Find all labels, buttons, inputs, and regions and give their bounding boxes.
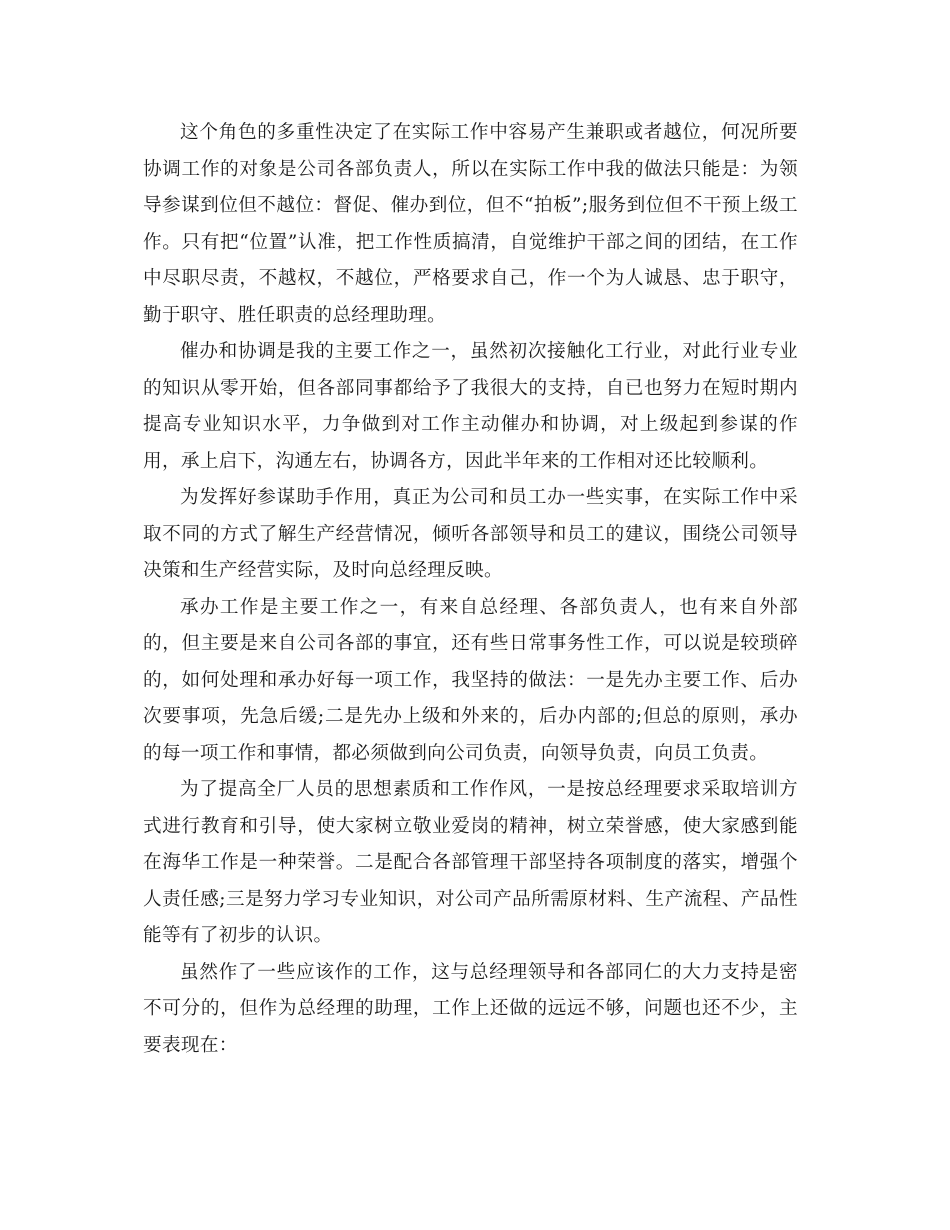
- paragraph-5: 为了提高全厂人员的思想素质和工作作风，一是按总经理要求采取培训方式进行教育和引导，使大家树立敬业爱岗的精神，树立荣誉感，使大家感到能在海华工作是一种荣誉。二是配合各部管理干部坚持各项制度的落实，增强个人责任感;三是努力学习专业知识，对公司产品所需原材料、生产流程、产品性能等有了初步的认识。: [143, 779, 798, 946]
- paragraph-3: 为发挥好参谋助手作用，真正为公司和员工办一些实事，在实际工作中采取不同的方式了解生产经营情况，倾听各部领导和员工的建议，围绕公司领导决策和生产经营实际，及时向总经理反映。: [143, 487, 798, 581]
- paragraph-2: 催办和协调是我的主要工作之一，虽然初次接触化工行业，对此行业专业的知识从零开始，但各部同事都给予了我很大的支持，自已也努力在短时期内提高专业知识水平，力争做到对工作主动催办和协调，对上级起到参谋的作用，承上启下，沟通左右，协调各方，因此半年来的工作相对还比较顺利。: [143, 341, 798, 472]
- paragraph-1: 这个角色的多重性决定了在实际工作中容易产生兼职或者越位，何况所要协调工作的对象是公司各部负责人，所以在实际工作中我的做法只能是：为领导参谋到位但不越位：督促、催办到位，但不“拍板”;服务到位但不干预上级工作。只有把“位置”认准，把工作性质搞清，自觉维护干部之间的团结，在工作中尽职尽责，不越权，不越位，严格要求自己，作一个为人诚恳、忠于职守，勤于职守、胜任职责的总经理助理。: [143, 122, 798, 326]
- paragraph-6: 虽然作了一些应该作的工作，这与总经理领导和各部同仁的大力支持是密不可分的，但作为总经理的助理，工作上还做的远远不够，问题也还不少，主要表现在：: [143, 961, 798, 1056]
- paragraph-4: 承办工作是主要工作之一，有来自总经理、各部负责人，也有来自外部的，但主要是来自公司各部的事宜，还有些日常事务性工作，可以说是较琐碎的，如何处理和承办好每一项工作，我坚持的做法：一是先办主要工作、后办次要事项，先急后缓;二是先办上级和外来的，后办内部的;但总的原则，承办的每一项工作和事情，都必须做到向公司负责，向领导负责，向员工负责。: [143, 596, 798, 764]
- document-body: [143, 115, 798, 1064]
